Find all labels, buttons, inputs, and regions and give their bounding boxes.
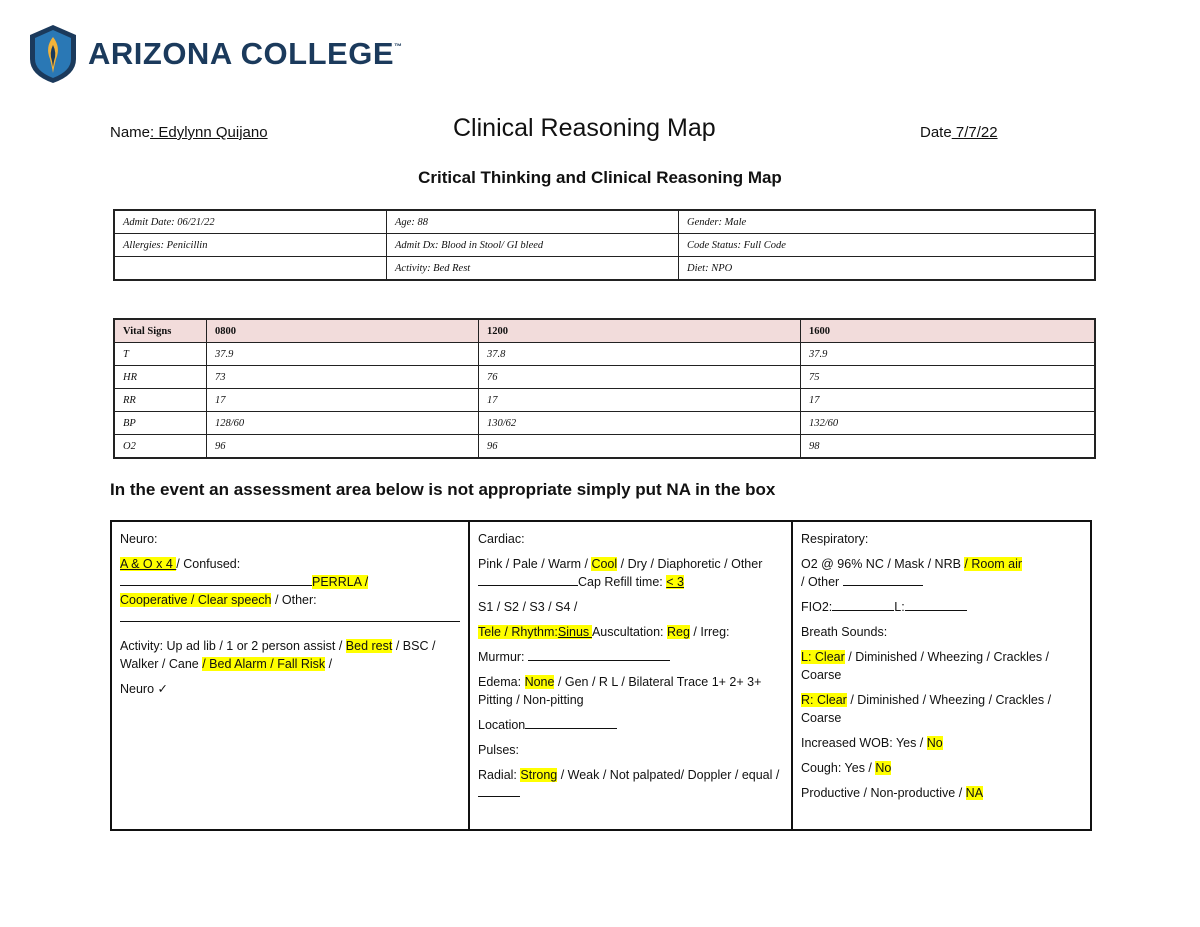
table-row	[114, 412, 1095, 435]
vital-label: BP	[114, 412, 207, 435]
college-shield-icon	[28, 23, 78, 85]
vital-value: 37.8	[479, 343, 801, 366]
oxygen: O2 @ 96% NC / Mask / NRB / Room air / Other	[801, 557, 1023, 589]
edema: Edema: None / Gen / R L / Bilateral Trace 1+ 2+ 3+ Pitting / Non-pitting	[478, 675, 762, 707]
vital-value: 37.9	[207, 343, 479, 366]
vital-value: 75	[801, 366, 1096, 389]
subtitle: Critical Thinking and Clinical Reasoning Map	[418, 168, 782, 187]
activity-cell: Activity: Bed Rest	[387, 257, 679, 281]
cardiac-heading: Cardiac:	[478, 532, 525, 546]
admit-date-cell: Admit Date: 06/21/22	[114, 210, 387, 234]
vital-value: 130/62	[479, 412, 801, 435]
logo-wordmark: ARIZONA COLLEGE™	[88, 36, 403, 71]
na-notice: In the event an assessment area below is not appropriate simply put NA in the box	[110, 480, 776, 499]
table-row	[114, 343, 1095, 366]
code-status-cell: Code Status: Full Code	[679, 234, 1096, 257]
pulses-heading: Pulses:	[478, 743, 519, 757]
respiratory-heading: Respiratory:	[801, 532, 869, 546]
neuro-check: Neuro ✓	[120, 682, 168, 696]
vital-signs-table	[113, 318, 1096, 459]
vital-value: 17	[207, 389, 479, 412]
table-row	[114, 435, 1095, 459]
cardiac-rhythm: Tele / Rhythm:Sinus Auscultation: Reg / Irreg:	[478, 625, 730, 639]
radial-pulse: Radial: Strong / Weak / Not palpated/ Doppler / equal /	[478, 766, 783, 802]
blank-cell	[114, 257, 387, 281]
neuro-section	[111, 521, 469, 830]
cough: Cough: Yes / No	[801, 761, 892, 775]
vital-value: 17	[801, 389, 1096, 412]
vitals-header-cell: 1200	[479, 319, 801, 343]
date-field: Date 7/7/22	[920, 124, 998, 141]
vital-value: 96	[207, 435, 479, 459]
table-row	[111, 521, 1091, 830]
vital-label: O2	[114, 435, 207, 459]
diet-cell: Diet: NPO	[679, 257, 1096, 281]
vitals-header-cell: Vital Signs	[114, 319, 207, 343]
vitals-header-row	[114, 319, 1095, 343]
cardiac-skin: Pink / Pale / Warm / Cool / Dry / Diaphoretic / OtherCap Refill time: < 3	[478, 557, 763, 589]
vital-value: 37.9	[801, 343, 1096, 366]
edema-location: Location	[478, 716, 783, 734]
neuro-orientation: A & O x 4 / Confused: PERRLA / Cooperative / Clear speech / Other:	[120, 555, 460, 627]
vital-value: 128/60	[207, 412, 479, 435]
page-title: Clinical Reasoning Map	[453, 114, 716, 142]
murmur: Murmur:	[478, 648, 783, 666]
vital-label: RR	[114, 389, 207, 412]
vital-value: 132/60	[801, 412, 1096, 435]
cardiac-section	[469, 521, 792, 830]
breath-sounds-heading: Breath Sounds:	[801, 625, 888, 639]
table-row	[114, 366, 1095, 389]
student-name: Name: Edylynn Quijano	[110, 124, 268, 141]
vital-label: T	[114, 343, 207, 366]
vital-value: 96	[479, 435, 801, 459]
table-row	[114, 210, 1095, 234]
vital-value: 73	[207, 366, 479, 389]
table-row	[114, 389, 1095, 412]
vitals-header-cell: 1600	[801, 319, 1096, 343]
respiratory-section	[792, 521, 1091, 830]
productive: Productive / Non-productive / NA	[801, 786, 984, 800]
age-cell: Age: 88	[387, 210, 679, 234]
patient-info-table	[113, 209, 1096, 281]
vitals-header-cell: 0800	[207, 319, 479, 343]
vital-value: 98	[801, 435, 1096, 459]
allergies-cell: Allergies: Penicillin	[114, 234, 387, 257]
left-breath-sounds: L: Clear / Diminished / Wheezing / Crackles / Coarse	[801, 650, 1050, 682]
table-row	[114, 234, 1095, 257]
neuro-activity: Activity: Up ad lib / 1 or 2 person assist / Bed rest / BSC / Walker / Cane / Bed Alarm / Fall Risk /	[120, 639, 436, 671]
gender-cell: Gender: Male	[679, 210, 1096, 234]
student-name-value: : Edylynn Quijano	[150, 124, 268, 141]
vital-value: 17	[479, 389, 801, 412]
heart-sounds: S1 / S2 / S3 / S4 /	[478, 600, 578, 614]
increased-wob: Increased WOB: Yes / No	[801, 736, 943, 750]
vital-label: HR	[114, 366, 207, 389]
right-breath-sounds: R: Clear / Diminished / Wheezing / Crackles / Coarse	[801, 693, 1052, 725]
table-row	[114, 257, 1095, 281]
page-header	[0, 112, 1200, 152]
admit-dx-cell: Admit Dx: Blood in Stool/ GI bleed	[387, 234, 679, 257]
fio2: FIO2: L:	[801, 598, 1082, 616]
date-value: 7/7/22	[951, 124, 998, 141]
neuro-heading: Neuro:	[120, 532, 158, 546]
arizona-college-logo	[28, 22, 403, 86]
vital-value: 76	[479, 366, 801, 389]
assessment-table	[110, 520, 1092, 831]
